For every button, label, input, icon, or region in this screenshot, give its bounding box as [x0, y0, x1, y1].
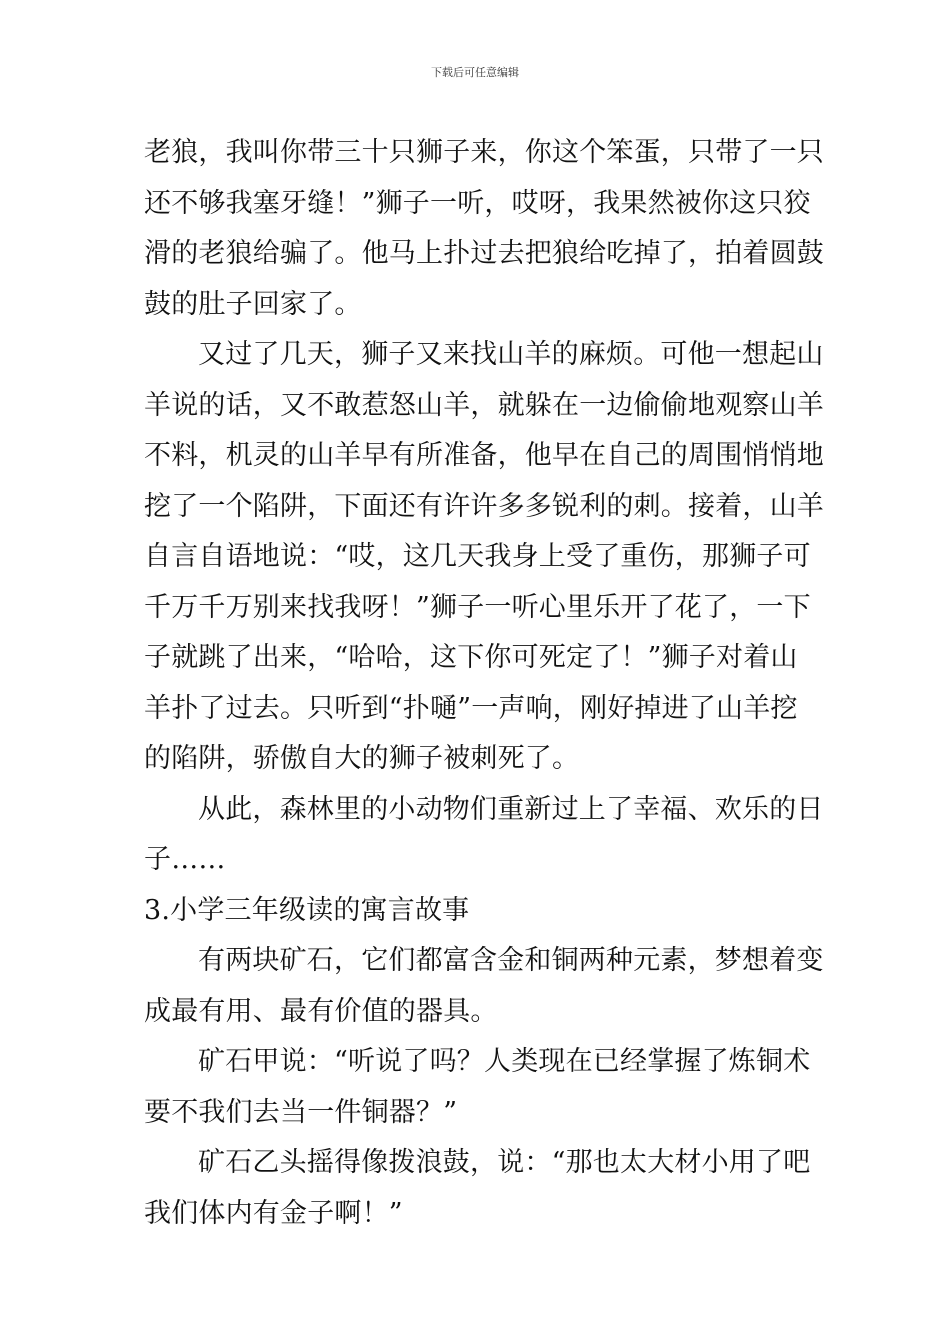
text-line-22: 我们体内有金子啊！” [144, 1197, 403, 1229]
text-line-19: 矿石甲说：“听说了吗？人类现在已经掌握了炼铜术 [198, 1046, 811, 1077]
text-line-7: 不料，机灵的山羊早有所准备，他早在自己的周围悄悄地 [144, 440, 824, 471]
text-line-6: 羊说的话，又不敢惹怒山羊，就躲在一边偷偷地观察山羊 [144, 389, 824, 421]
text-line-13: 的陷阱，骄傲自大的狮子被刺死了。 [144, 743, 580, 774]
section-heading: 3.小学三年级读的寓言故事 [144, 894, 470, 926]
text-line-1: 老狼，我叫你带三十只狮子来，你这个笨蛋，只带了一只 [144, 137, 824, 168]
text-line-15: 子…… [144, 844, 226, 875]
text-line-11: 子就跳了出来，“哈哈，这下你可死定了！”狮子对着山 [144, 642, 798, 673]
text-line-20: 要不我们去当一件铜器？” [144, 1096, 458, 1128]
text-line-2: 还不够我塞牙缝！”狮子一听，哎呀，我果然被你这只狡 [144, 187, 811, 219]
text-line-14: 从此，森林里的小动物们重新过上了幸福、欢乐的日 [198, 793, 824, 825]
page-header: 下载后可任意编辑 [431, 66, 519, 79]
text-line-8: 挖了一个陷阱，下面还有许许多多锐利的刺。接着，山羊 [144, 490, 824, 522]
text-line-18: 成最有用、最有价值的器具。 [144, 995, 498, 1027]
text-line-17: 有两块矿石，它们都富含金和铜两种元素，梦想着变 [198, 945, 824, 976]
text-line-4: 鼓的肚子回家了。 [144, 288, 362, 320]
text-line-10: 千万千万别来找我呀！”狮子一听心里乐开了花了，一下 [144, 591, 811, 623]
document-body [144, 128, 824, 1239]
text-line-21: 矿石乙头摇得像拨浪鼓，说：“那也太大材小用了吧 [198, 1147, 811, 1178]
text-line-12: 羊扑了过去。只听到“扑嗵”一声响，刚好掉进了山羊挖 [144, 692, 798, 724]
text-line-9: 自言自语地说：“哎，这几天我身上受了重伤，那狮子可 [144, 541, 811, 572]
text-line-3: 滑的老狼给骗了。他马上扑过去把狼给吃掉了，拍着圆鼓 [144, 238, 824, 269]
text-line-5: 又过了几天，狮子又来找山羊的麻烦。可他一想起山 [198, 339, 824, 370]
